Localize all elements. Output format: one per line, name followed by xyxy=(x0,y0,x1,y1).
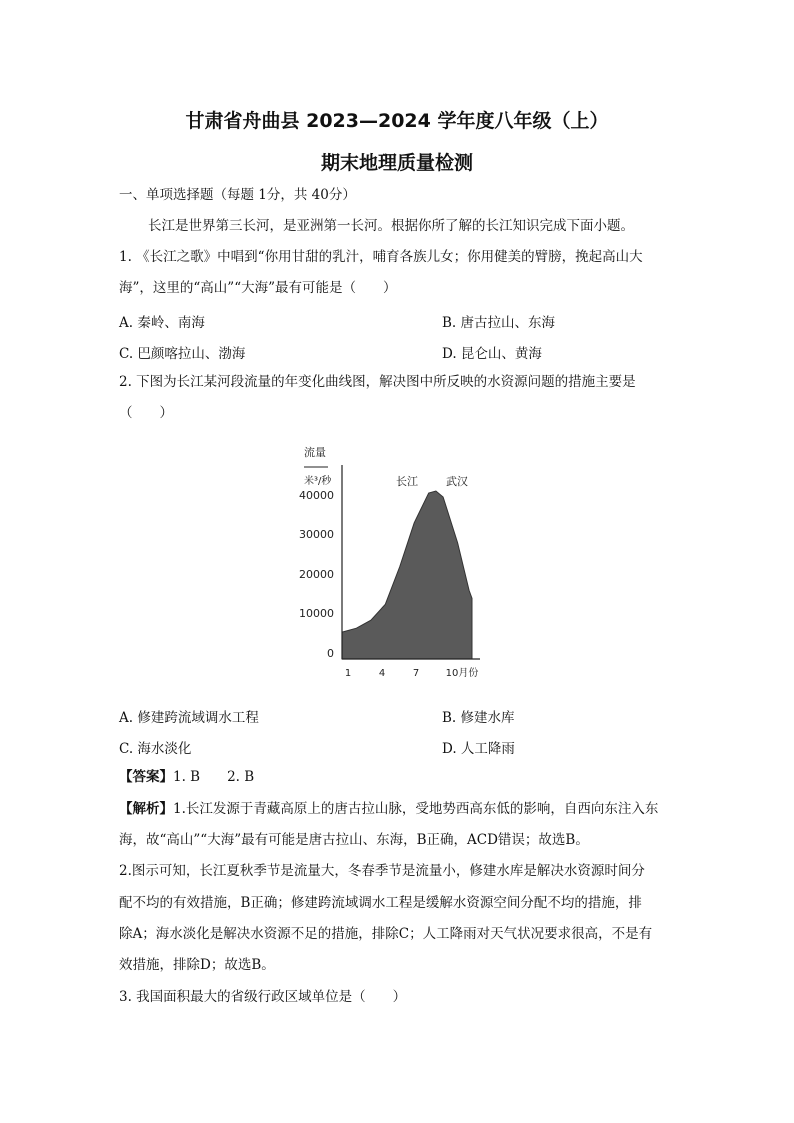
q1-option-a: A. 秦岭、南海 xyxy=(119,315,205,331)
question-1-line-1: 1. 《长江之歌》中唱到“你用甘甜的乳汁，哺育各族儿女；你用健美的臂膀，挽起高山大 xyxy=(119,249,643,265)
analysis-line-6: 效措施，排除D；故选B。 xyxy=(119,957,275,973)
analysis-line-3: 2.图示可知，长江夏秋季节是流量大，冬春季节是流量小，修建水库是解决水资源时间分 xyxy=(119,863,645,879)
q2-option-a: A. 修建跨流域调水工程 xyxy=(119,710,259,726)
x-tick-label: 4 xyxy=(378,668,386,679)
document-subtitle: 期末地理质量检测 xyxy=(320,152,473,174)
x-tick-label: 10月份 xyxy=(445,668,479,679)
river-annotation: 长江 xyxy=(396,475,418,488)
analysis-line-1 xyxy=(119,800,658,818)
y-tick-label: 40000 xyxy=(299,489,334,502)
flow-chart xyxy=(290,440,500,690)
city-annotation: 武汉 xyxy=(446,475,468,488)
q2-option-b: B. 修建水库 xyxy=(442,710,515,726)
q2-option-c: C. 海水淡化 xyxy=(119,741,192,757)
y-tick-label: 30000 xyxy=(299,528,334,541)
x-tick-label: 1 xyxy=(344,668,352,679)
analysis-line-4: 配不均的有效措施，B正确；修建跨流域调水工程是缓解水资源空间分配不均的措施，排 xyxy=(119,895,642,911)
passage-intro: 长江是世界第三长河，是亚洲第一长河。根据你所了解的长江知识完成下面小题。 xyxy=(148,218,634,234)
analysis-line-2: 海，故“高山”“大海”最有可能是唐古拉山、东海，B正确，ACD错误；故选B。 xyxy=(119,832,589,848)
q2-option-d: D. 人工降雨 xyxy=(442,741,515,757)
section-heading: 一、单项选择题（每题 1分，共 40分） xyxy=(119,187,356,203)
x-tick-label: 7 xyxy=(412,668,420,679)
q1-option-d: D. 昆仑山、黄海 xyxy=(442,346,542,362)
answer-line xyxy=(119,768,254,786)
q1-option-b: B. 唐古拉山、东海 xyxy=(442,315,556,331)
question-3-line-1: 3. 我国面积最大的省级行政区域单位是（ ） xyxy=(119,989,407,1005)
answer-text: 1. B 2. B xyxy=(173,769,255,785)
y-axis-unit: 米³/秒 xyxy=(304,476,332,487)
analysis-line-5: 除A；海水淡化是解决水资源不足的措施，排除C；人工降雨对天气状况要求很高，不是有 xyxy=(119,926,653,942)
q1-option-c: C. 巴颜喀拉山、渤海 xyxy=(119,346,246,362)
y-tick-label: 0 xyxy=(327,647,334,660)
document-title: 甘肃省舟曲县 2023—2024 学年度八年级（上） xyxy=(185,110,609,132)
question-1-line-2: 海”，这里的“高山”“大海”最有可能是（ ） xyxy=(119,280,397,296)
question-2-line-2: （ ） xyxy=(119,405,173,421)
analysis-label: 【解析】 xyxy=(119,801,173,817)
y-tick-label: 10000 xyxy=(299,607,334,620)
flow-area xyxy=(342,491,472,659)
answer-label: 【答案】 xyxy=(119,769,173,785)
question-2-line-1: 2. 下图为长江某河段流量的年变化曲线图，解决图中所反映的水资源问题的措施主要是 xyxy=(119,374,636,390)
y-axis-label: 流量 xyxy=(304,446,326,459)
analysis-text: 1.长江发源于青藏高原上的唐古拉山脉，受地势西高东低的影响，自西向东注入东 xyxy=(173,801,659,817)
y-tick-label: 20000 xyxy=(299,568,334,581)
